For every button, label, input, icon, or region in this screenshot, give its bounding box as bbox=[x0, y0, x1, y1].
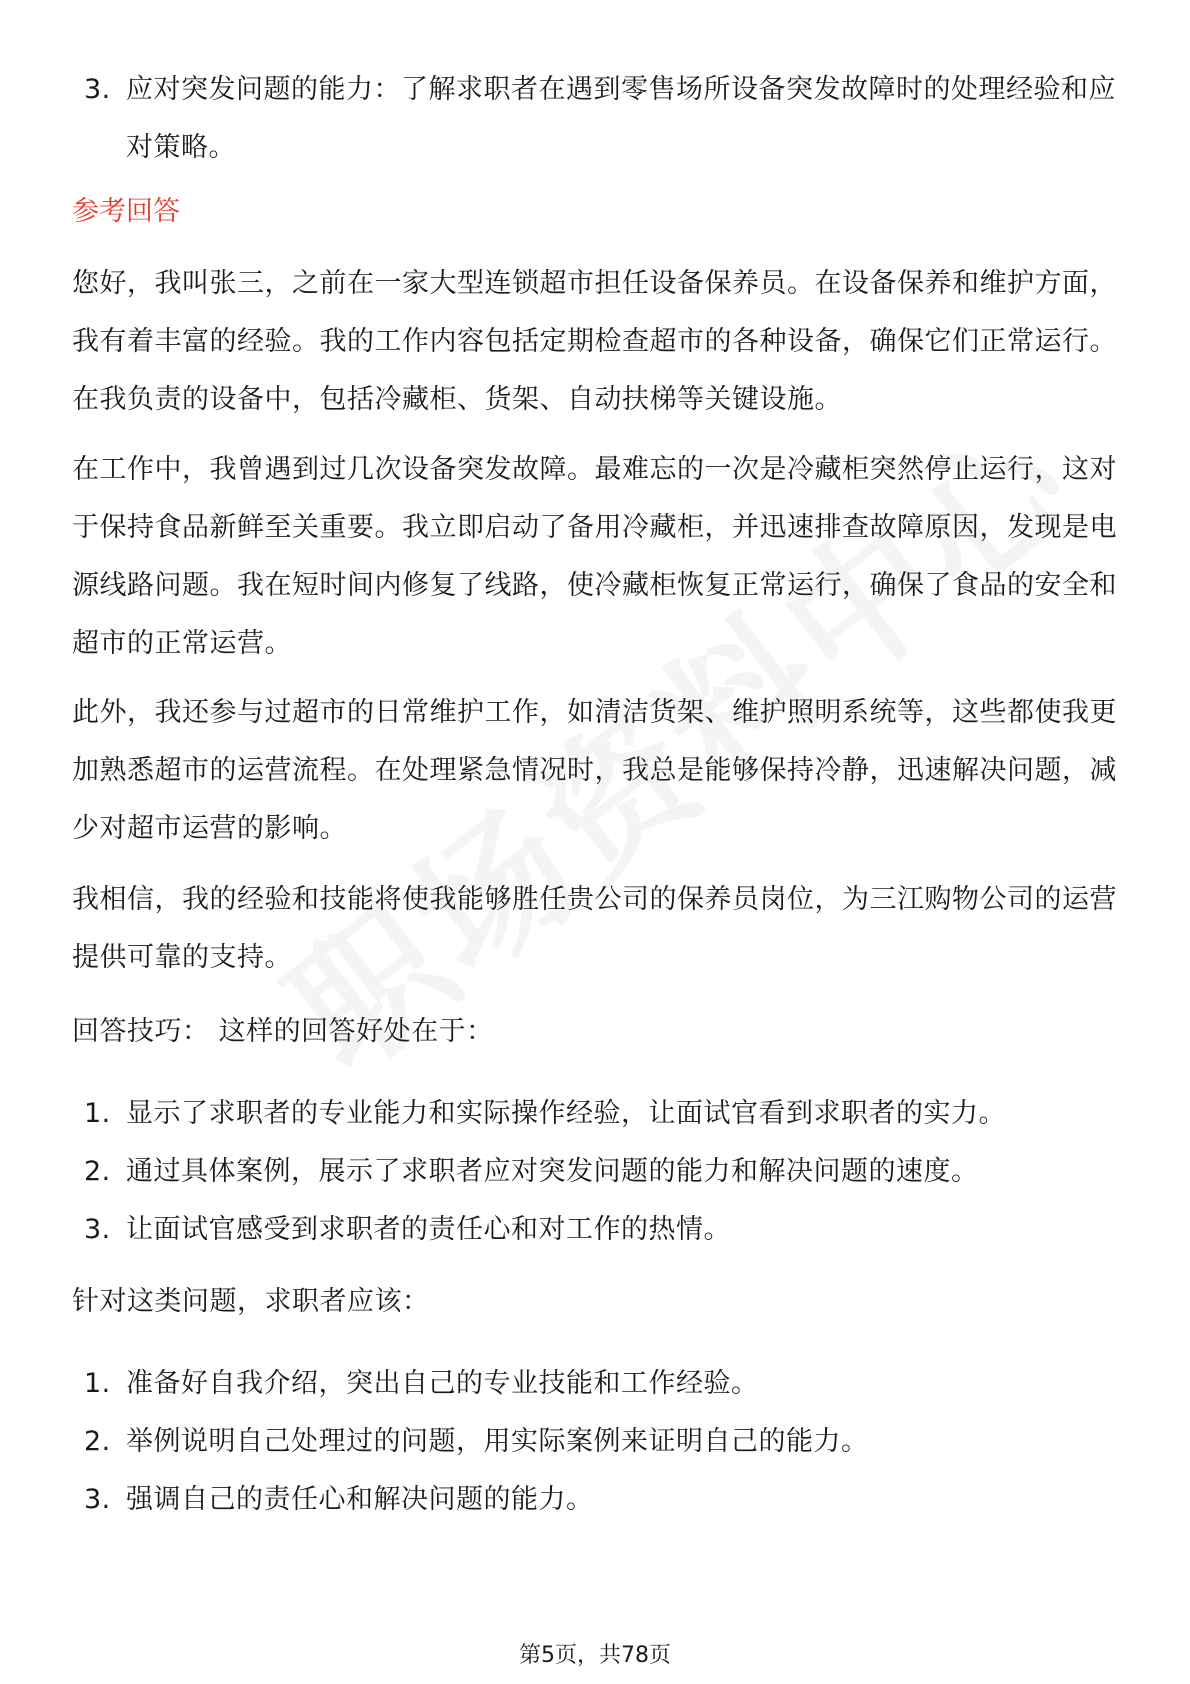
list-number: 2. bbox=[84, 1156, 111, 1187]
list-number: 3. bbox=[84, 1214, 111, 1245]
paragraph-1: 您好，我叫张三，之前在一家大型连锁超市担任设备保养员。在设备保养和维护方面，我有着丰富的经验。我的工作内容包括定期检查超市的各种设备，确保它们正常运行。在我负责的设备中，包括冷藏柜、货架、自动扶梯等关键设施。 bbox=[72, 268, 1117, 415]
list-text: 举例说明自己处理过的问题，用实际案例来证明自己的能力。 bbox=[126, 1426, 869, 1457]
advice-heading: 针对这类问题，求职者应该： bbox=[72, 1286, 430, 1317]
paragraph-3: 此外，我还参与过超市的日常维护工作，如清洁货架、维护照明系统等，这些都使我更加熟悉超市的运营流程。在处理紧急情况时，我总是能够保持冷静，迅速解决问题，减少对超市运营的影响。 bbox=[72, 697, 1117, 844]
tips-heading: 回答技巧： 这样的回答好处在于： bbox=[72, 1016, 494, 1047]
list-text: 准备好自我介绍，突出自己的专业技能和工作经验。 bbox=[126, 1368, 759, 1399]
list-number: 1. bbox=[84, 1098, 111, 1129]
list-number: 3. bbox=[84, 74, 111, 105]
list-item bbox=[72, 61, 1118, 177]
list-item bbox=[72, 1143, 1118, 1201]
list-item bbox=[72, 1355, 1118, 1413]
reference-heading: 参考回答 bbox=[72, 196, 180, 227]
list-item bbox=[72, 1085, 1118, 1143]
paragraph-4: 我相信，我的经验和技能将使我能够胜任贵公司的保养员岗位，为三江购物公司的运营提供可靠的支持。 bbox=[72, 884, 1117, 973]
list-number: 3. bbox=[84, 1484, 111, 1515]
tips-list bbox=[72, 1085, 1118, 1259]
list-text: 强调自己的责任心和解决问题的能力。 bbox=[126, 1484, 594, 1515]
list-text: 让面试官感受到求职者的责任心和对工作的热情。 bbox=[126, 1214, 731, 1245]
list-item bbox=[72, 1201, 1118, 1259]
page-footer: 第5页，共78页 bbox=[519, 1643, 671, 1668]
advice-list bbox=[72, 1355, 1118, 1529]
list-item bbox=[72, 1413, 1118, 1471]
list-text: 应对突发问题的能力：了解求职者在遇到零售场所设备突发故障时的处理经验和应对策略。 bbox=[126, 74, 1116, 163]
list-item bbox=[72, 1471, 1118, 1529]
list-number: 2. bbox=[84, 1426, 111, 1457]
list-text: 通过具体案例，展示了求职者应对突发问题的能力和解决问题的速度。 bbox=[126, 1156, 979, 1187]
paragraph-2: 在工作中，我曾遇到过几次设备突发故障。最难忘的一次是冷藏柜突然停止运行，这对于保持食品新鲜至关重要。我立即启动了备用冷藏柜，并迅速排查故障原因，发现是电源线路问题。我在短时间内修复了线路，使冷藏柜恢复正常运行，确保了食品的安全和超市的正常运营。 bbox=[72, 454, 1117, 659]
list-number: 1. bbox=[84, 1368, 111, 1399]
list-text: 显示了求职者的专业能力和实际操作经验，让面试官看到求职者的实力。 bbox=[126, 1098, 1006, 1129]
intro-list bbox=[72, 61, 1118, 177]
